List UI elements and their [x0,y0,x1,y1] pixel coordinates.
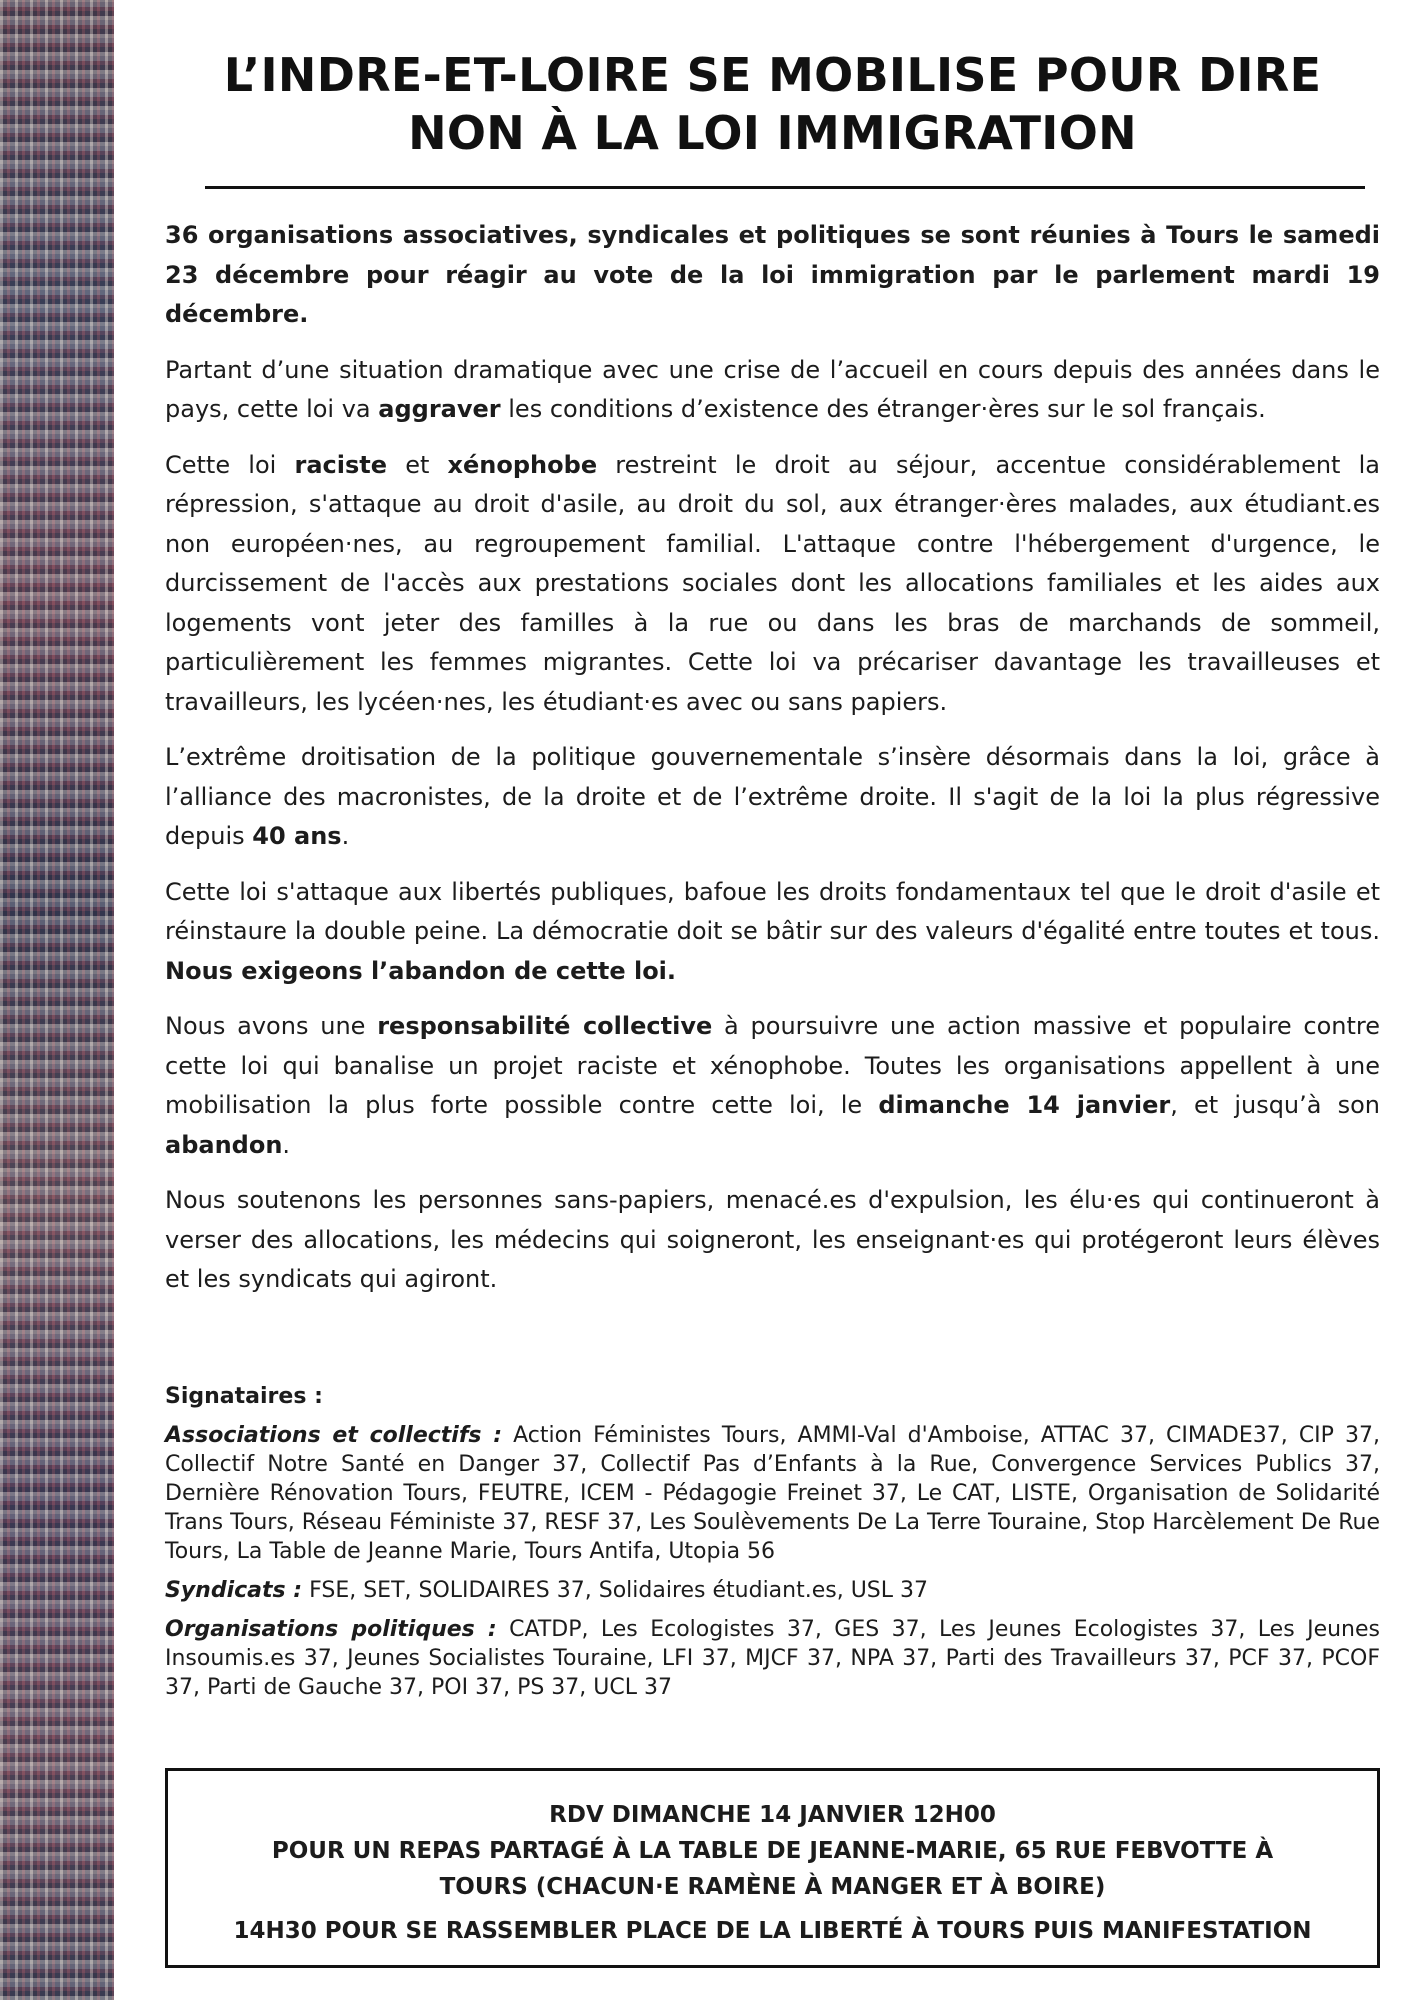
rdv-line-4: 14H30 POUR SE RASSEMBLER PLACE DE LA LIBERTÉ À TOURS PUIS MANIFESTATION [233,1918,1312,1944]
rdv-line-1: RDV DIMANCHE 14 JANVIER 12H00 [549,1802,996,1828]
paragraph-6: Nous soutenons les personnes sans-papiers, menacé.es d'expulsion, les élu·es qui continueront à verser des allocations, les médecins qui soigneront, les enseignant·es qui protégeront leurs élèves et les syndicats qui agiront. [165,1186,1380,1293]
political-orgs-label: Organisations politiques : [165,1617,497,1642]
page-title [165,46,1380,162]
political-orgs-list [165,1615,1380,1702]
emphasis: 40 ans [252,822,342,850]
rdv-line-3: TOURS (CHACUN·E RAMÈNE À MANGER ET À BOIRE) [439,1874,1106,1900]
signatories-heading: Signataires : [165,1384,323,1409]
text: Cette loi s'attaque aux libertés publiques, bafoue les droits fondamentaux tel que le droit d'asile et réinstaure la double peine. La démocratie doit se bâtir sur des valeurs d'égalité entre toutes et tous. [165,877,1380,945]
emphasis: abandon [165,1130,283,1159]
emphasis: dimanche 14 janvier [878,1091,1171,1119]
text: . [341,822,350,850]
emphasis: responsabilité collective [377,1012,713,1040]
associations-names: Action Féministes Tours, AMMI-Val d'Amboise, ATTAC 37, CIMADE37, CIP 37, Collectif Notre Santé en Danger 37, Collectif Pas d’Enfants à la Rue, Convergence Services Publics 37, Dernière Rénovation Tours, FEUTRE, ICEM - Pédagogie Freinet 37, Le CAT, LISTE, Organisation de Solidarité Trans Tours, Réseau Féministe 37, RESF 37, Les Soulèvements De La Terre Touraine, Stop Harcèlement De Rue Tours, La Table de Jeanne Marie, Tours Antifa, Utopia 56 [165,1423,1380,1564]
emphasis: Nous exigeons l’abandon de cette loi. [165,956,677,985]
rdv-line-2: POUR UN REPAS PARTAGÉ À LA TABLE DE JEANNE-MARIE, 65 RUE FEBVOTTE À [271,1838,1274,1864]
paragraph-2 [165,446,1380,723]
paragraph-5 [165,1007,1380,1165]
text: , et jusqu’à son [1170,1091,1381,1119]
syndicats-label: Syndicats : [165,1578,303,1603]
text: L’extrême droitisation de la politique gouvernementale s’insère désormais dans la loi, grâce à l’alliance des macronistes, de la droite et de l’extrême droite. Il s'agit de la loi la plus régressive depuis [165,743,1380,850]
signatories-section [165,1382,1380,1712]
text: Partant d’une situation dramatique avec une crise de l’accueil en cours depuis des années dans le pays, cette loi va [165,355,1380,423]
lead-paragraph: 36 organisations associatives, syndicales et politiques se sont réunies à Tours le samedi 23 décembre pour réagir au vote de la loi immigration par le parlement mardi 19 décembre. [165,221,1380,328]
emphasis: xénophobe [447,450,598,479]
paragraph-3 [165,738,1380,857]
text: Cette loi [165,450,295,479]
emphasis: raciste [294,450,388,479]
title-divider [205,186,1365,189]
political-orgs-names: CATDP, Les Ecologistes 37, GES 37, Les Jeunes Ecologistes 37, Les Jeunes Insoumis.es 37, Jeunes Socialistes Touraine, LFI 37, MJCF 37, NPA 37, Parti des Travailleurs 37, PCF 37, PCOF 37, Parti de Gauche 37, POI 37, PS 37, UCL 37 [165,1617,1381,1700]
syndicats-list [165,1576,1380,1605]
paragraph-1 [165,351,1380,430]
syndicats-names: FSE, SET, SOLIDAIRES 37, Solidaires étudiant.es, USL 37 [302,1578,929,1603]
text: restreint le droit au séjour, accentue considérablement la répression, s'attaque au droit d'asile, au droit du sol, aux étranger·ères malades, aux étudiant.es non européen·nes, au regroupement familial. L'attaque contre l'hébergement d'urgence, le durcissement de l'accès aux prestations sociales dont les allocations familiales et les aides aux logements vont jeter des familles à la rue ou dans les bras de marchands de sommeil, particulièrement les femmes migrantes. Cette loi va précariser davantage les travailleuses et travailleurs, les lycéen·nes, les étudiant·es avec ou sans papiers. [165,450,1381,716]
rendezvous-box [165,1768,1380,1968]
title-line-1: L’INDRE-ET-LOIRE SE MOBILISE POUR DIRE [223,48,1322,102]
paragraph-4 [165,873,1380,992]
associations-label: Associations et collectifs : [165,1423,503,1448]
associations-list [165,1421,1380,1566]
title-line-2: NON À LA LOI IMMIGRATION [408,106,1137,160]
text: et [387,450,448,479]
text: . [282,1130,291,1159]
emphasis: aggraver [378,395,501,423]
crowd-photo-strip [0,0,114,2000]
article-body [165,216,1380,1316]
text: à poursuivre une action massive et populaire contre cette loi qui banalise un projet raciste et xénophobe. Toutes les organisations appellent à une mobilisation la plus forte possible contre cette loi, le [165,1012,1381,1119]
text: les conditions d’existence des étranger·ères sur le sol français. [500,395,1266,423]
text: Nous avons une [165,1012,378,1040]
